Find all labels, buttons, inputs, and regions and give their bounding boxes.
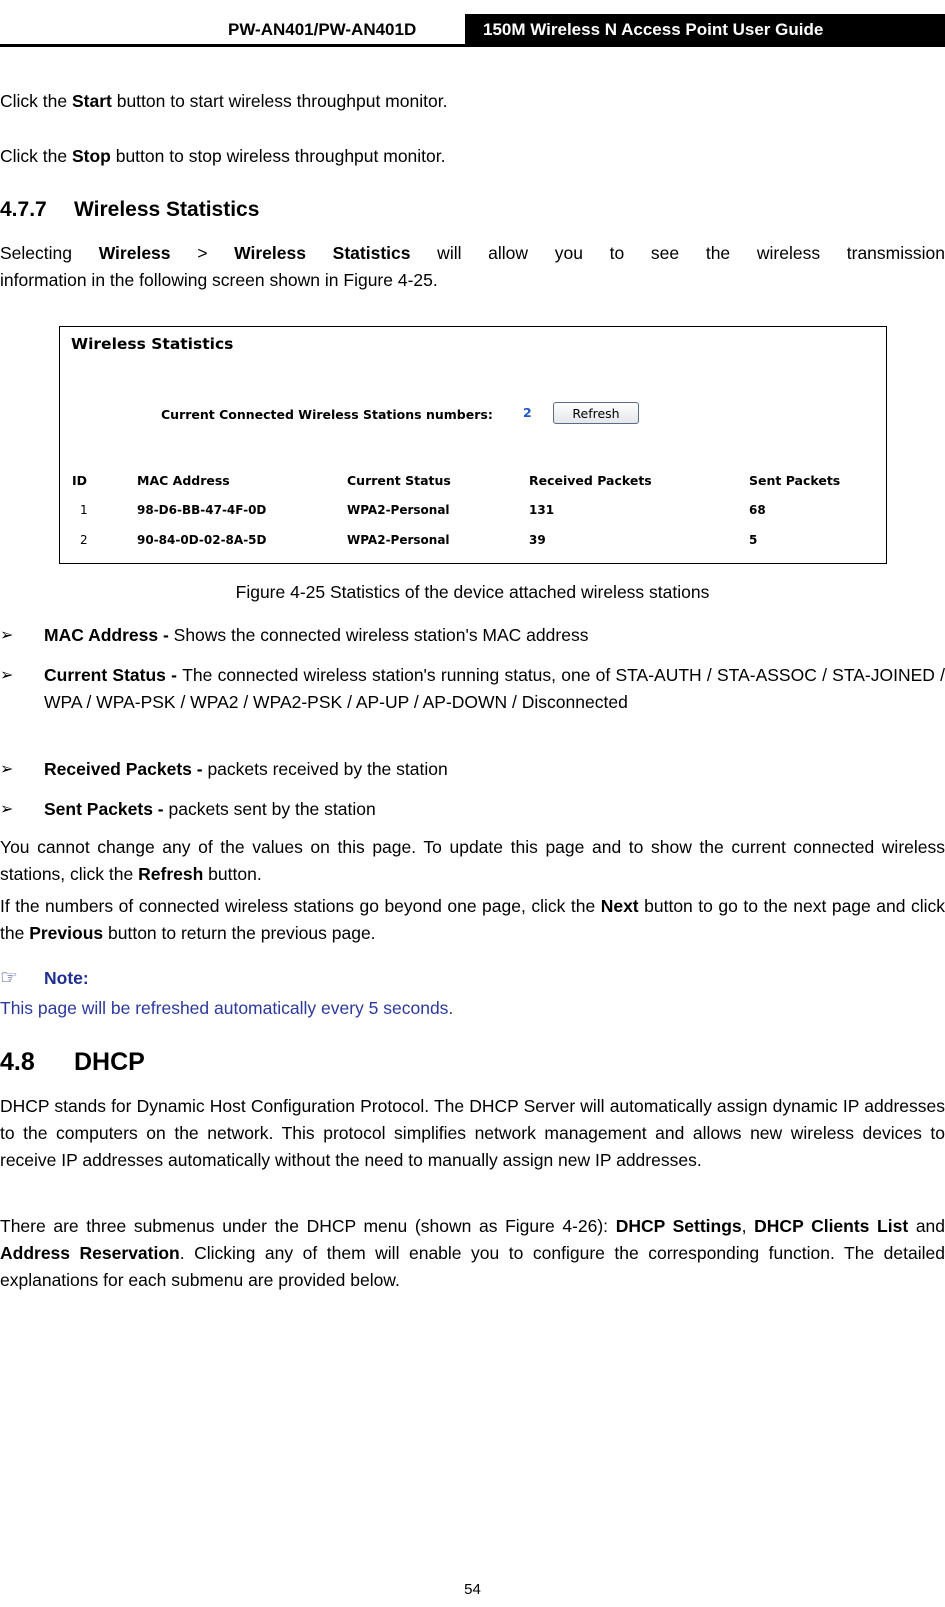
paragraph-dhcp-submenus: There are three submenus under the DHCP menu (shown as Figure 4-26): DHCP Settings, DHCP Clients List and Address Reservation. Clicking any of them will enable you to configure the corresponding function. The detailed explanations for each submenu are provided below. bbox=[0, 1216, 945, 1290]
header-guide-title: 150M Wireless N Access Point User Guide bbox=[465, 14, 945, 46]
note-heading: ☞ Note: bbox=[0, 967, 89, 989]
station-count-value: 2 bbox=[523, 405, 532, 420]
table-cell-status: WPA2-Personal bbox=[347, 503, 450, 517]
stop-keyword: Stop bbox=[71, 146, 111, 166]
start-keyword: Start bbox=[71, 91, 112, 111]
section-intro-line1: Selecting Wireless > Wireless Statistics will allow you to see the wireless transmission bbox=[0, 243, 945, 263]
pointing-hand-icon: ☞ bbox=[0, 967, 18, 989]
bullet-sent-packets: ➢ Sent Packets - packets sent by the station bbox=[0, 796, 945, 823]
header-model: PW-AN401/PW-AN401D bbox=[228, 20, 417, 39]
refresh-button[interactable]: Refresh bbox=[553, 402, 639, 424]
table-cell-id: 1 bbox=[80, 503, 88, 517]
section-title: DHCP bbox=[74, 1048, 145, 1076]
bullet-arrow-icon: ➢ bbox=[0, 761, 14, 778]
page-header bbox=[0, 14, 945, 46]
table-cell-received: 39 bbox=[529, 533, 546, 547]
bullet-mac-address: ➢ MAC Address - Shows the connected wireless station's MAC address bbox=[0, 622, 945, 649]
paragraph-start: Click the Start button to start wireless throughput monitor. bbox=[0, 91, 448, 111]
column-header-received: Received Packets bbox=[529, 473, 652, 488]
column-header-sent: Sent Packets bbox=[749, 473, 841, 488]
table-cell-mac: 90-84-0D-02-8A-5D bbox=[137, 533, 267, 547]
bullet-arrow-icon: ➢ bbox=[0, 801, 14, 818]
page-number: 54 bbox=[464, 1581, 481, 1598]
figure-panel-title: Wireless Statistics bbox=[71, 335, 234, 353]
paragraph-next-previous: If the numbers of connected wireless stations go beyond one page, click the Next button to go to the next page and click the Previous button to return the previous page. bbox=[0, 896, 945, 943]
bullet-received-packets: ➢ Received Packets - packets received by the station bbox=[0, 756, 945, 783]
table-cell-status: WPA2-Personal bbox=[347, 533, 450, 547]
bullet-arrow-icon: ➢ bbox=[0, 627, 14, 644]
bullet-current-status: ➢ Current Status - The connected wireless station's running status, one of STA-AUTH / STA-ASSOC / STA-JOINED / WPA / WPA-PSK / WPA2 / WPA2-PSK / AP-UP / AP-DOWN / Disconnected bbox=[0, 662, 945, 716]
table-cell-mac: 98-D6-BB-47-4F-0D bbox=[137, 503, 267, 517]
station-count-label: Current Connected Wireless Stations numbers: bbox=[161, 407, 493, 422]
section-intro-line2: information in the following screen shown in Figure 4-25. bbox=[0, 270, 438, 290]
note-text: This page will be refreshed automatically every 5 seconds. bbox=[0, 998, 454, 1018]
section-title: Wireless Statistics bbox=[74, 198, 260, 221]
figure-caption: Figure 4-25 Statistics of the device attached wireless stations bbox=[235, 582, 710, 602]
column-header-mac: MAC Address bbox=[137, 473, 230, 488]
header-rule bbox=[0, 44, 945, 47]
section-number: 4.7.7 bbox=[0, 198, 47, 221]
column-header-status: Current Status bbox=[347, 473, 451, 488]
section-heading-4-7-7 bbox=[0, 198, 259, 222]
bullet-arrow-icon: ➢ bbox=[0, 667, 14, 684]
section-number: 4.8 bbox=[0, 1048, 35, 1076]
section-heading-4-8 bbox=[0, 1048, 145, 1077]
table-cell-id: 2 bbox=[80, 533, 88, 547]
table-cell-received: 131 bbox=[529, 503, 555, 517]
paragraph-refresh: You cannot change any of the values on this page. To update this page and to show the current connected wireless stations, click the Refresh button. bbox=[0, 837, 945, 884]
paragraph-dhcp-intro: DHCP stands for Dynamic Host Configuration Protocol. The DHCP Server will automatically assign dynamic IP addresses to the computers on the network. This protocol simplifies network management and allows new wireless devices to receive IP addresses automatically without the need to manually assign new IP addresses. bbox=[0, 1096, 945, 1170]
wireless-statistics-figure bbox=[59, 326, 887, 564]
paragraph-stop: Click the Stop button to stop wireless throughput monitor. bbox=[0, 146, 446, 166]
column-header-id: ID bbox=[72, 473, 88, 488]
table-cell-sent: 68 bbox=[749, 503, 766, 517]
table-cell-sent: 5 bbox=[749, 533, 758, 547]
